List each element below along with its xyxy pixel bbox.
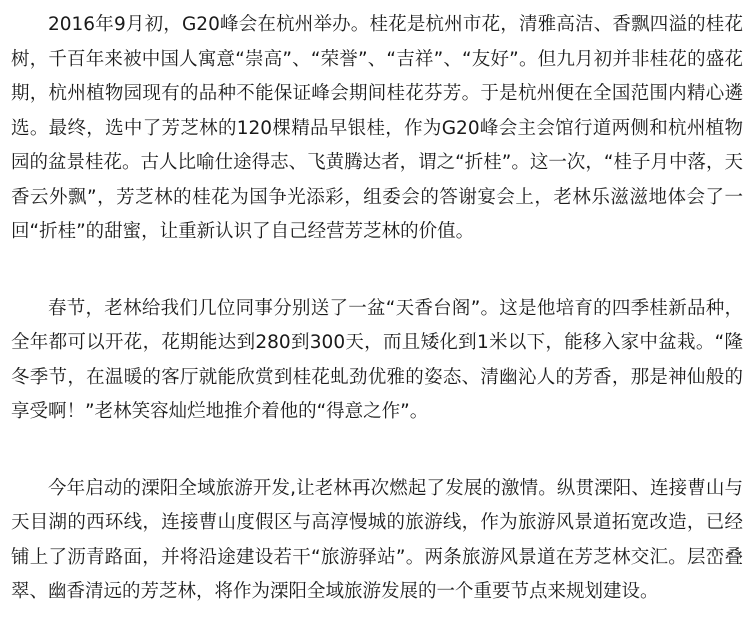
paragraph-spring-festival-gift: 春节，老林给我们几位同事分别送了一盆“天香台阁”。这是他培育的四季桂新品种，全年都可以开花，花期能达到280到300天，而且矮化到1米以下，能移入家中盆栽。“隆冬季节，在温暖的客厅就能欣赏到桂花虬劲优雅的姿态、清幽沁人的芳香，那是神仙般的享受啊！”老林笑容灿烂地推介着他的“得意之作”。 [11, 297, 743, 422]
paragraph-g20-osmanthus: 2016年9月初，G20峰会在杭州举办。桂花是杭州市花，清雅高洁、香飘四溢的桂花树，千百年来被中国人寓意“崇高”、“荣誉”、“吉祥”、“友好”。但九月初并非桂花的盛花期，杭州植物园现有的品种不能保证峰会期间桂花芬芳。于是杭州便在全国范围内精心遴选。最终，选中了芳芝林的120棵精品早银桂，作为G20峰会主会馆行道两侧和杭州植物园的盆景桂花。古人比喻仕途得志、飞黄腾达者，谓之“折桂”。这一次，“桂子月中落，天香云外飘”，芳芝林的桂花为国争光添彩，组委会的答谢宴会上，老林乐滋滋地体会了一回“折桂”的甜蜜，让重新认识了自己经营芳芝林的价值。 [11, 14, 743, 242]
paragraph-liyang-tourism: 今年启动的溧阳全域旅游开发,让老林再次燃起了发展的激情。纵贯溧阳、连接曹山与天目湖的西环线，连接曹山度假区与高淳慢城的旅游线，作为旅游风景道拓宽改造，已经铺上了沥青路面，并将沿途建设若干“旅游驿站”。两条旅游风景道在芳芝林交汇。层峦叠翠、幽香清远的芳芝林，将作为溧阳全域旅游发展的一个重要节点来规划建设。 [11, 477, 743, 602]
article-body [11, 0, 743, 610]
